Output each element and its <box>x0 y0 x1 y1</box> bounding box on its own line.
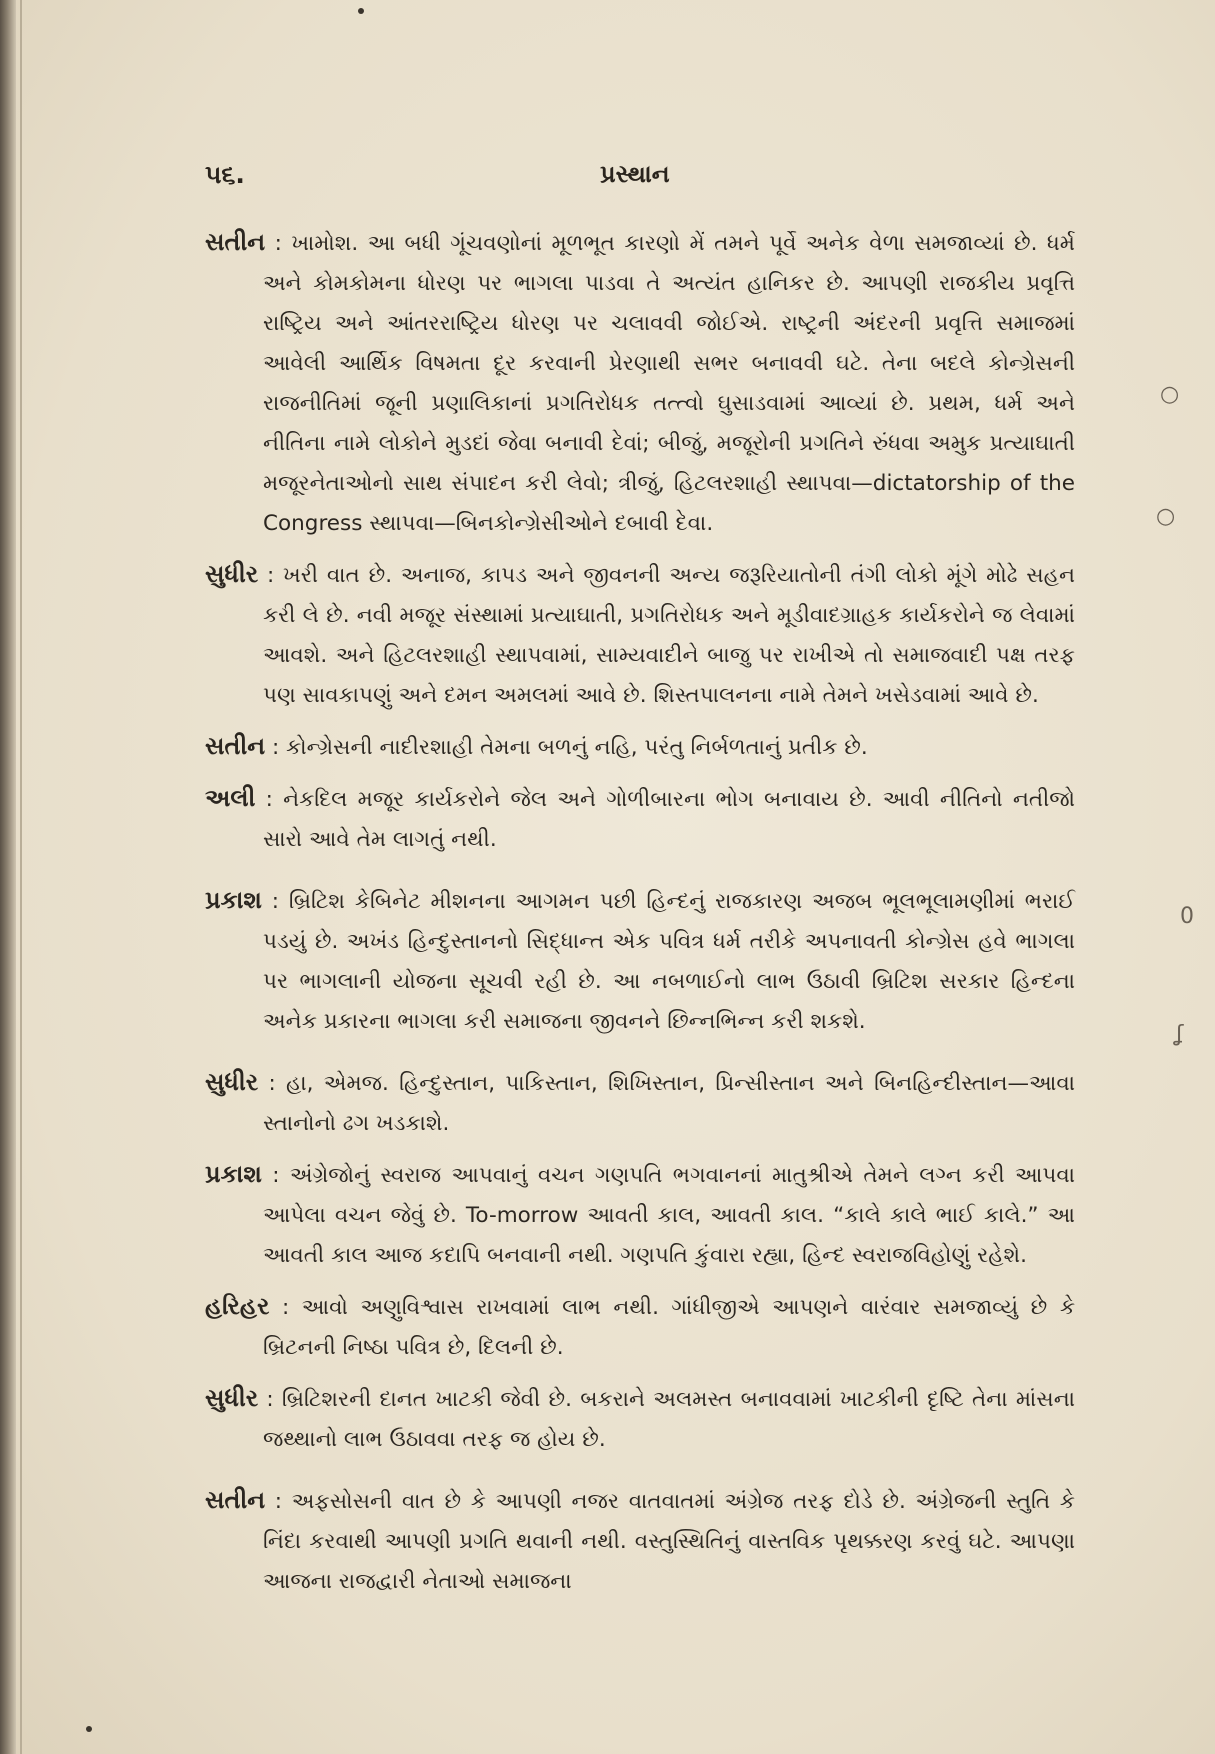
margin-pencil-mark: ʆ <box>1176 1022 1184 1047</box>
margin-pencil-mark: ○ <box>1156 504 1176 529</box>
speech-text: કોન્ગ્રેસની નાદીરશાહી તેમના બળનું નહિ, પરંતુ નિર્બળતાનું પ્રતીક છે. <box>286 735 868 760</box>
speech-sudhir-1: સુધીર : ખરી વાત છે. અનાજ, કાપડ અને જીવનની અન્ય જરૂરિયાતોની તંગી લોકો મૂંગે મોઢે સહન કરી લે છે. નવી મજૂર સંસ્થામાં પ્રત્યાઘાતી, પ્રગતિરોધક અને મૂડીવાદગ્રાહક કાર્યકરોને જ લેવામાં આવશે. અને હિટલરશાહી સ્થાપવામાં, સામ્યવાદીને બાજુ પર રાખીએ તો સમાજવાદી પક્ષ તરફ પણ સાવકાપણું અને દમન અમલમાં આવે છે. શિસ્તપાલનના નામે તેમને ખસેડવામાં આવે છે. <box>205 560 1075 708</box>
speaker-name: સતીન <box>205 732 266 760</box>
dialogue-text <box>205 222 1075 1612</box>
speech-text: અફસોસની વાત છે કે આપણી નજર વાતવાતમાં અંગ્રેજ તરફ દોડે છે. અંગ્રેજની સ્તુતિ કે નિંદા કરવાથી આપણી પ્રગતિ થવાની નથી. વસ્તુસ્થિતિનું વાસ્તવિક પૃથક્કરણ કરવું ઘટે. આપણા આજના રાજદ્વારી નેતાઓ સમાજના <box>263 1489 1075 1594</box>
speech-prakash-2: પ્રકાશ : અંગ્રેજોનું સ્વરાજ આપવાનું વચન ગણપતિ ભગવાનનાં માતુશ્રીએ તેમને લગ્ન કરી આપવા આપેલા વચન જેવું છે. To-morrow આવતી કાલ, આવતી કાલ. “કાલે કાલે ભાઈ કાલે.” આ આવતી કાલ આજ કદાપિ બનવાની નથી. ગણપતિ કુંવારા રહ્યા, હિન્દ સ્વરાજવિહોણું રહેશે. <box>205 1160 1075 1268</box>
page-header <box>205 160 1075 196</box>
speaker-name: પ્રકાશ <box>205 1160 262 1188</box>
speech-text: બ્રિટિશરની દાનત ખાટકી જેવી છે. બકરાને અલમસ્ત બનાવવામાં ખાટકીની દૃષ્ટિ તેના માંસના જથ્થાનો લાભ ઉઠાવવા તરફ જ હોય છે. <box>263 1387 1075 1452</box>
ink-speck <box>86 1726 92 1732</box>
speech-text: આવો અણુવિશ્વાસ રાખવામાં લાભ નથી. ગાંધીજીએ આપણને વારંવાર સમજાવ્યું છે કે બ્રિટનની નિષ્ઠા પવિત્ર છે, દિલની છે. <box>263 1295 1075 1360</box>
speaker-name: સુધીર <box>205 560 259 588</box>
speaker-name: સતીન <box>205 228 266 256</box>
speech-satin-1: સતીન : ખામોશ. આ બધી ગૂંચવણોનાં મૂળભૂત કારણો મેં તમને પૂર્વે અનેક વેળા સમજાવ્યાં છે. ધર્મ અને કોમકોમના ધોરણ પર ભાગલા પાડવા તે અત્યંત હાનિકર છે. આપણી રાજકીય પ્રવૃત્તિ રાષ્ટ્રિય અને આંતરરાષ્ટ્રિય ધોરણ પર ચલાવવી જોઈએ. રાષ્ટ્રની અંદરની પ્રવૃત્તિ સમાજમાં આવેલી આર્થિક વિષમતા દૂર કરવાની પ્રેરણાથી સભર બનાવવી ઘટે. તેના બદલે કોન્ગ્રેસની રાજનીતિમાં જૂની પ્રણાલિકાનાં પ્રગતિરોધક તત્ત્વો ઘુસાડવામાં આવ્યાં છે. પ્રથમ, ધર્મ અને નીતિના નામે લોકોને મુડદાં જેવા બનાવી દેવાં; બીજું, મજૂરોની પ્રગતિને રુંધવા અમુક પ્રત્યાઘાતી મજૂરનેતાઓનો સાથ સંપાદન કરી લેવો; ત્રીજું, હિટલરશાહી સ્થાપવા—dictatorship of the Congress સ્થાપવા—બિનકોન્ગ્રેસીઓને દબાવી દેવા. <box>205 228 1075 536</box>
spine-crease <box>20 0 22 1754</box>
speaker-name: હરિહર <box>205 1292 270 1320</box>
speech-text: ખરી વાત છે. અનાજ, કાપડ અને જીવનની અન્ય જરૂરિયાતોની તંગી લોકો મૂંગે મોઢે સહન કરી લે છે. નવી મજૂર સંસ્થામાં પ્રત્યાઘાતી, પ્રગતિરોધક અને મૂડીવાદગ્રાહક કાર્યકરોને જ લેવામાં આવશે. અને હિટલરશાહી સ્થાપવામાં, સામ્યવાદીને બાજુ પર રાખીએ તો સમાજવાદી પક્ષ તરફ પણ સાવકાપણું અને દમન અમલમાં આવે છે. શિસ્તપાલનના નામે તેમને ખસેડવામાં આવે છે. <box>263 563 1075 708</box>
speech-text: બ્રિટિશ કેબિનેટ મીશનના આગમન પછી હિન્દનું રાજકારણ અજબ ભૂલભૂલામણીમાં ભરાઈ પડયું છે. અખંડ હિન્દુસ્તાનનો સિદ્ધાન્ત એક પવિત્ર ધર્મ તરીકે અપનાવતી કોન્ગ્રેસ હવે ભાગલા પર ભાગલાની યોજના સૂચવી રહી છે. આ નબળાઈનો લાભ ઉઠાવી બ્રિટિશ સરકાર હિન્દના અનેક પ્રકારના ભાગલા કરી સમાજના જીવનને છિન્નભિન્ન કરી શકશે. <box>263 889 1075 1034</box>
speech-prakash-1: પ્રકાશ : બ્રિટિશ કેબિનેટ મીશનના આગમન પછી હિન્દનું રાજકારણ અજબ ભૂલભૂલામણીમાં ભરાઈ પડયું છે. અખંડ હિન્દુસ્તાનનો સિદ્ધાન્ત એક પવિત્ર ધર્મ તરીકે અપનાવતી કોન્ગ્રેસ હવે ભાગલા પર ભાગલાની યોજના સૂચવી રહી છે. આ નબળાઈનો લાભ ઉઠાવી બ્રિટિશ સરકાર હિન્દના અનેક પ્રકારના ભાગલા કરી સમાજના જીવનને છિન્નભિન્ન કરી શકશે. <box>205 886 1075 1034</box>
margin-pencil-mark: ○ <box>1160 382 1180 407</box>
speaker-name: સુધીર <box>205 1384 259 1412</box>
page-number: ૫૬. <box>205 160 245 189</box>
speaker-name: અલી <box>205 784 256 812</box>
speech-text: હા, એમજ. હિન્દુસ્તાન, પાકિસ્તાન, શિખિસ્તાન, પ્રિન્સીસ્તાન અને બિનહિન્દીસ્તાન—આવા સ્તાનોનો ઢગ ખડકાશે. <box>263 1071 1075 1136</box>
speaker-name: સતીન <box>205 1486 266 1514</box>
speaker-name: પ્રકાશ <box>205 886 262 914</box>
speech-text: નેકદિલ મજૂર કાર્યકરોને જેલ અને ગોળીબારના ભોગ બનાવાય છે. આવી નીતિનો નતીજો સારો આવે તેમ લાગતું નથી. <box>263 787 1075 852</box>
speaker-name: સુધીર <box>205 1068 259 1096</box>
speech-sudhir-2: સુધીર : હા, એમજ. હિન્દુસ્તાન, પાકિસ્તાન, શિખિસ્તાન, પ્રિન્સીસ્તાન અને બિનહિન્દીસ્તાન—આવા સ્તાનોનો ઢગ ખડકાશે. <box>205 1068 1075 1136</box>
speech-text: ખામોશ. આ બધી ગૂંચવણોનાં મૂળભૂત કારણો મેં તમને પૂર્વે અનેક વેળા સમજાવ્યાં છે. ધર્મ અને કોમકોમના ધોરણ પર ભાગલા પાડવા તે અત્યંત હાનિકર છે. આપણી રાજકીય પ્રવૃત્તિ રાષ્ટ્રિય અને આંતરરાષ્ટ્રિય ધોરણ પર ચલાવવી જોઈએ. રાષ્ટ્રની અંદરની પ્રવૃત્તિ સમાજમાં આવેલી આર્થિક વિષમતા દૂર કરવાની પ્રેરણાથી સભર બનાવવી ઘટે. તેના બદલે કોન્ગ્રેસની રાજનીતિમાં જૂની પ્રણાલિકાનાં પ્રગતિરોધક તત્ત્વો ઘુસાડવામાં આવ્યાં છે. પ્રથમ, ધર્મ અને નીતિના નામે લોકોને મુડદાં જેવા બનાવી દેવાં; બીજું, મજૂરોની પ્રગતિને રુંધવા અમુક પ્રત્યાઘાતી મજૂરનેતાઓનો સાથ સંપાદન કરી લેવો; ત્રીજું, હિટલરશાહી સ્થાપવા—dictatorship of the Congress સ્થાપવા—બિનકોન્ગ્રેસીઓને દબાવી દેવા. <box>263 231 1075 536</box>
margin-pencil-mark: 0 <box>1180 904 1194 929</box>
speech-satin-2: સતીન : કોન્ગ્રેસની નાદીરશાહી તેમના બળનું નહિ, પરંતુ નિર્બળતાનું પ્રતીક છે. <box>205 732 868 760</box>
ink-speck <box>358 8 364 14</box>
running-title: પ્રસ્થાન <box>600 160 670 188</box>
speech-sudhir-3: સુધીર : બ્રિટિશરની દાનત ખાટકી જેવી છે. બકરાને અલમસ્ત બનાવવામાં ખાટકીની દૃષ્ટિ તેના માંસના જથ્થાનો લાભ ઉઠાવવા તરફ જ હોય છે. <box>205 1384 1075 1452</box>
page-binding-edge <box>0 0 16 1754</box>
speech-ali-1: અલી : નેકદિલ મજૂર કાર્યકરોને જેલ અને ગોળીબારના ભોગ બનાવાય છે. આવી નીતિનો નતીજો સારો આવે તેમ લાગતું નથી. <box>205 784 1075 852</box>
speech-harihar-1: હરિહર : આવો અણુવિશ્વાસ રાખવામાં લાભ નથી. ગાંધીજીએ આપણને વારંવાર સમજાવ્યું છે કે બ્રિટનની નિષ્ઠા પવિત્ર છે, દિલની છે. <box>205 1292 1075 1360</box>
speech-satin-3: સતીન : અફસોસની વાત છે કે આપણી નજર વાતવાતમાં અંગ્રેજ તરફ દોડે છે. અંગ્રેજની સ્તુતિ કે નિંદા કરવાથી આપણી પ્રગતિ થવાની નથી. વસ્તુસ્થિતિનું વાસ્તવિક પૃથક્કરણ કરવું ઘટે. આપણા આજના રાજદ્વારી નેતાઓ સમાજના <box>205 1486 1075 1594</box>
speech-text: અંગ્રેજોનું સ્વરાજ આપવાનું વચન ગણપતિ ભગવાનનાં માતુશ્રીએ તેમને લગ્ન કરી આપવા આપેલા વચન જેવું છે. To-morrow આવતી કાલ, આવતી કાલ. “કાલે કાલે ભાઈ કાલે.” આ આવતી કાલ આજ કદાપિ બનવાની નથી. ગણપતિ કુંવારા રહ્યા, હિન્દ સ્વરાજવિહોણું રહેશે. <box>263 1163 1075 1268</box>
